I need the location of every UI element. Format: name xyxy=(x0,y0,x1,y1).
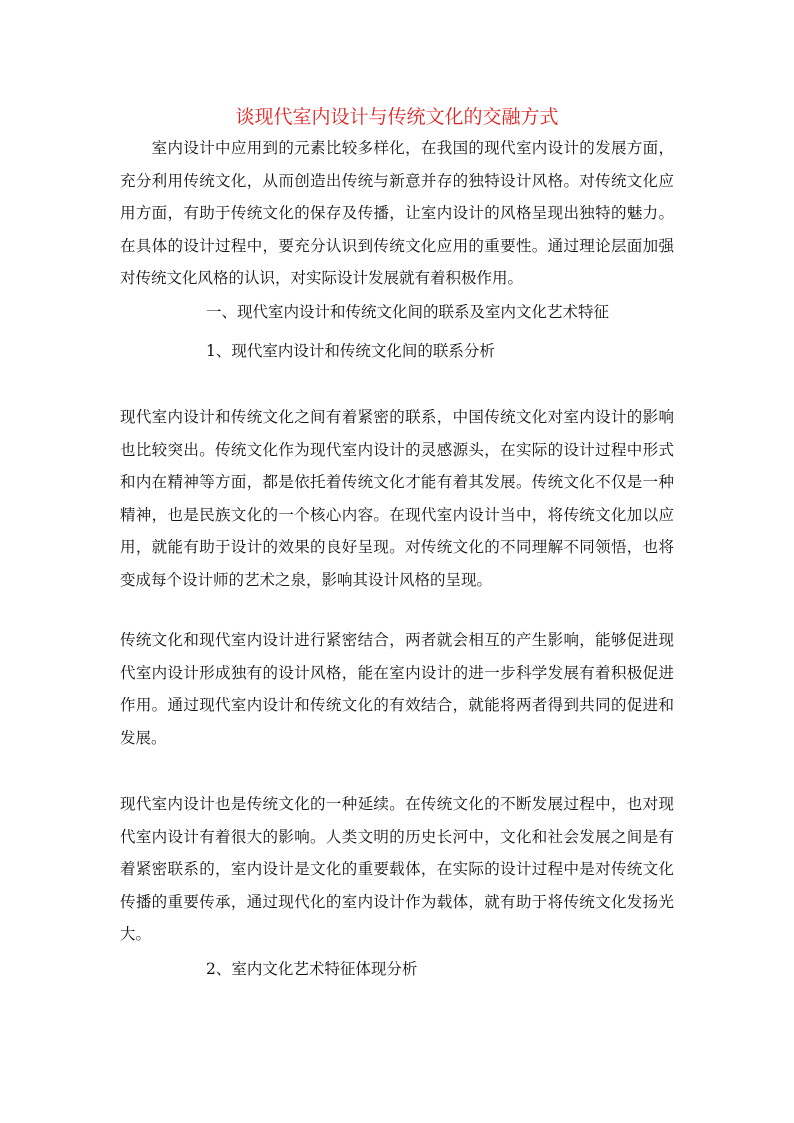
intro-paragraph: 室内设计中应用到的元素比较多样化，在我国的现代室内设计的发展方面，充分利用传统文化，从而创造出传统与新意并存的独特设计风格。对传统文化应用方面，有助于传统文化的保存及传播，让室内设计的风格呈现出独特的魅力。在具体的设计过程中，要充分认识到传统文化应用的重要性。通过理论层面加强对传统文化风格的认识，对实际设计发展就有着积极作用。 xyxy=(120,139,674,287)
section-1-heading: 一、现代室内设计和传统文化间的联系及室内文化艺术特征 xyxy=(206,303,610,321)
body-paragraph-1: 现代室内设计和传统文化之间有着紧密的联系，中国传统文化对室内设计的影响也比较突出。传统文化作为现代室内设计的灵感源头，在实际的设计过程中形式和内在精神等方面，都是依托着传统文化才能有着其发展。传统文化不仅是一种精神，也是民族文化的一个核心内容。在现代室内设计当中，将传统文化加以应用，就能有助于设计的效果的良好呈现。对传统文化的不同理解不同领悟，也将变成每个设计师的艺术之泉，影响其设计风格的呈现。 xyxy=(120,408,674,589)
body-paragraph-3: 现代室内设计也是传统文化的一种延续。在传统文化的不断发展过程中，也对现代室内设计有着很大的影响。人类文明的历史长河中，文化和社会发展之间是有着紧密联系的，室内设计是文化的重要载体，在实际的设计过程中是对传统文化传播的重要传承，通过现代化的室内设计作为载体，就有助于将传统文化发扬光大。 xyxy=(120,795,674,943)
subsection-1-heading: 1、现代室内设计和传统文化间的联系分析 xyxy=(206,342,495,360)
subsection-2-heading: 2、室内文化艺术特征体现分析 xyxy=(206,960,418,978)
body-paragraph-2: 传统文化和现代室内设计进行紧密结合，两者就会相互的产生影响，能够促进现代室内设计形成独有的设计风格，能在室内设计的进一步科学发展有着积极促进作用。通过现代室内设计和传统文化的有效结合，就能将两者得到共同的促进和发展。 xyxy=(120,631,674,747)
document-title: 谈现代室内设计与传统文化的交融方式 xyxy=(235,106,559,128)
